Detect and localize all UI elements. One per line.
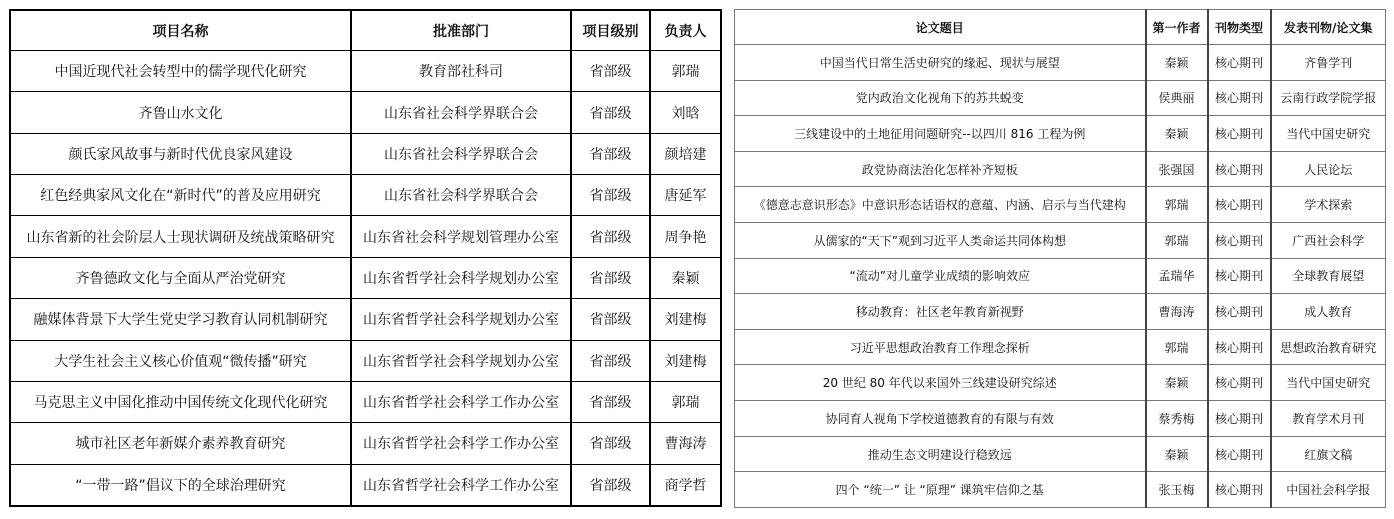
table-row (10, 51, 721, 92)
table-row (735, 401, 1386, 437)
project-level-cell: 省部级 (571, 257, 650, 298)
journal-type-cell: 核心期刊 (1208, 401, 1271, 437)
leader-cell: 刘晗 (650, 92, 721, 133)
leader-cell: 周争艳 (650, 216, 721, 257)
header-journal-type: 刊物类型 (1208, 10, 1271, 45)
journal-cell: 齐鲁学刊 (1271, 45, 1386, 81)
project-name-cell: 马克思主义中国化推动中国传统文化现代化研究 (10, 381, 351, 422)
table-row (10, 133, 721, 174)
journal-type-cell: 核心期刊 (1208, 258, 1271, 294)
journal-type-cell: 核心期刊 (1208, 472, 1271, 508)
paper-title-cell: 推动生态文明建设行稳致远 (735, 436, 1146, 472)
table-row (735, 436, 1386, 472)
project-name-cell: 齐鲁德政文化与全面从严治党研究 (10, 257, 351, 298)
header-paper-title: 论文题目 (735, 10, 1146, 45)
paper-title-cell: 移动教育：社区老年教育新视野 (735, 294, 1146, 330)
header-project-level: 项目级别 (571, 10, 650, 51)
first-author-cell: 秦颖 (1146, 365, 1208, 401)
first-author-cell: 秦颖 (1146, 116, 1208, 152)
table-row (735, 258, 1386, 294)
projects-header-row (10, 10, 721, 51)
leader-cell: 颜培建 (650, 133, 721, 174)
approving-dept-cell: 山东省哲学社会科学工作办公室 (351, 381, 571, 422)
table-row (10, 381, 721, 422)
journal-cell: 成人教育 (1271, 294, 1386, 330)
project-level-cell: 省部级 (571, 299, 650, 340)
table-row (735, 151, 1386, 187)
project-level-cell: 省部级 (571, 381, 650, 422)
project-name-cell: 红色经典家风文化在“新时代”的普及应用研究 (10, 175, 351, 216)
project-name-cell: “一带一路”倡议下的全球治理研究 (10, 464, 351, 506)
approving-dept-cell: 山东省哲学社会科学规划办公室 (351, 340, 571, 381)
projects-body (10, 51, 721, 507)
project-name-cell: 城市社区老年新媒介素养教育研究 (10, 423, 351, 464)
header-leader: 负责人 (650, 10, 721, 51)
first-author-cell: 郭瑞 (1146, 187, 1208, 223)
journal-type-cell: 核心期刊 (1208, 151, 1271, 187)
journal-cell: 广西社会科学 (1271, 223, 1386, 259)
paper-title-cell: 党内政治文化视角下的苏共蜕变 (735, 80, 1146, 116)
journal-cell: 全球教育展望 (1271, 258, 1386, 294)
paper-title-cell: 协同育人视角下学校道德教育的有限与有效 (735, 401, 1146, 437)
approving-dept-cell: 山东省社会科学界联合会 (351, 175, 571, 216)
approving-dept-cell: 山东省哲学社会科学规划办公室 (351, 299, 571, 340)
project-level-cell: 省部级 (571, 340, 650, 381)
table-row (10, 175, 721, 216)
project-name-cell: 大学生社会主义核心价值观“微传播”研究 (10, 340, 351, 381)
project-level-cell: 省部级 (571, 51, 650, 92)
journal-type-cell: 核心期刊 (1208, 80, 1271, 116)
table-row (10, 92, 721, 133)
papers-body (735, 45, 1386, 508)
project-name-cell: 颜氏家风故事与新时代优良家风建设 (10, 133, 351, 174)
table-row (10, 464, 721, 506)
papers-table (734, 9, 1386, 508)
approving-dept-cell: 山东省哲学社会科学工作办公室 (351, 423, 571, 464)
journal-type-cell: 核心期刊 (1208, 436, 1271, 472)
first-author-cell: 张强国 (1146, 151, 1208, 187)
paper-title-cell: 20 世纪 80 年代以来国外三线建设研究综述 (735, 365, 1146, 401)
journal-cell: 学术探索 (1271, 187, 1386, 223)
paper-title-cell: 中国当代日常生活史研究的缘起、现状与展望 (735, 45, 1146, 81)
table-row (735, 472, 1386, 508)
journal-cell: 人民论坛 (1271, 151, 1386, 187)
table-row (10, 216, 721, 257)
leader-cell: 商学哲 (650, 464, 721, 506)
project-name-cell: 山东省新的社会阶层人士现状调研及统战策略研究 (10, 216, 351, 257)
journal-type-cell: 核心期刊 (1208, 329, 1271, 365)
leader-cell: 曹海涛 (650, 423, 721, 464)
journal-type-cell: 核心期刊 (1208, 187, 1271, 223)
approving-dept-cell: 山东省社会科学规划管理办公室 (351, 216, 571, 257)
journal-cell: 中国社会科学报 (1271, 472, 1386, 508)
project-name-cell: 齐鲁山水文化 (10, 92, 351, 133)
approving-dept-cell: 山东省哲学社会科学工作办公室 (351, 464, 571, 506)
first-author-cell: 郭瑞 (1146, 329, 1208, 365)
project-level-cell: 省部级 (571, 175, 650, 216)
table-row (735, 45, 1386, 81)
paper-title-cell: 从儒家的“天下”观到习近平人类命运共同体构想 (735, 223, 1146, 259)
first-author-cell: 郭瑞 (1146, 223, 1208, 259)
journal-type-cell: 核心期刊 (1208, 365, 1271, 401)
approving-dept-cell: 教育部社科司 (351, 51, 571, 92)
table-row (10, 340, 721, 381)
header-journal: 发表刊物/论文集 (1271, 10, 1386, 45)
first-author-cell: 蔡秀梅 (1146, 401, 1208, 437)
paper-title-cell: 政党协商法治化怎样补齐短板 (735, 151, 1146, 187)
leader-cell: 刘建梅 (650, 340, 721, 381)
approving-dept-cell: 山东省哲学社会科学规划办公室 (351, 257, 571, 298)
first-author-cell: 秦颖 (1146, 436, 1208, 472)
project-level-cell: 省部级 (571, 464, 650, 506)
leader-cell: 刘建梅 (650, 299, 721, 340)
journal-cell: 当代中国史研究 (1271, 365, 1386, 401)
table-row (735, 187, 1386, 223)
table-row (735, 116, 1386, 152)
project-level-cell: 省部级 (571, 423, 650, 464)
journal-type-cell: 核心期刊 (1208, 294, 1271, 330)
paper-title-cell: 习近平思想政治教育工作理念探析 (735, 329, 1146, 365)
table-row (10, 257, 721, 298)
project-level-cell: 省部级 (571, 216, 650, 257)
table-row (735, 329, 1386, 365)
paper-title-cell: 三线建设中的土地征用问题研究--以四川 816 工程为例 (735, 116, 1146, 152)
journal-type-cell: 核心期刊 (1208, 116, 1271, 152)
approving-dept-cell: 山东省社会科学界联合会 (351, 133, 571, 174)
leader-cell: 郭瑞 (650, 51, 721, 92)
project-level-cell: 省部级 (571, 92, 650, 133)
paper-title-cell: 四个 “统一” 让 “原理” 课筑牢信仰之基 (735, 472, 1146, 508)
first-author-cell: 秦颖 (1146, 45, 1208, 81)
leader-cell: 唐延军 (650, 175, 721, 216)
first-author-cell: 曹海涛 (1146, 294, 1208, 330)
journal-type-cell: 核心期刊 (1208, 223, 1271, 259)
paper-title-cell: 《德意志意识形态》中意识形态话语权的意蕴、内涵、启示与当代建构 (735, 187, 1146, 223)
journal-cell: 红旗文稿 (1271, 436, 1386, 472)
header-approving-dept: 批准部门 (351, 10, 571, 51)
approving-dept-cell: 山东省社会科学界联合会 (351, 92, 571, 133)
journal-cell: 思想政治教育研究 (1271, 329, 1386, 365)
table-row (10, 423, 721, 464)
projects-table (9, 9, 722, 507)
papers-header-row (735, 10, 1386, 45)
table-row (735, 294, 1386, 330)
project-name-cell: 中国近现代社会转型中的儒学现代化研究 (10, 51, 351, 92)
table-row (735, 365, 1386, 401)
table-row (735, 223, 1386, 259)
paper-title-cell: “流动”对儿童学业成绩的影响效应 (735, 258, 1146, 294)
first-author-cell: 张玉梅 (1146, 472, 1208, 508)
project-level-cell: 省部级 (571, 133, 650, 174)
first-author-cell: 孟瑞华 (1146, 258, 1208, 294)
table-row (10, 299, 721, 340)
leader-cell: 秦颖 (650, 257, 721, 298)
journal-type-cell: 核心期刊 (1208, 45, 1271, 81)
first-author-cell: 侯典丽 (1146, 80, 1208, 116)
project-name-cell: 融媒体背景下大学生党史学习教育认同机制研究 (10, 299, 351, 340)
journal-cell: 教育学术月刊 (1271, 401, 1386, 437)
header-first-author: 第一作者 (1146, 10, 1208, 45)
journal-cell: 当代中国史研究 (1271, 116, 1386, 152)
journal-cell: 云南行政学院学报 (1271, 80, 1386, 116)
leader-cell: 郭瑞 (650, 381, 721, 422)
table-row (735, 80, 1386, 116)
header-project-name: 项目名称 (10, 10, 351, 51)
